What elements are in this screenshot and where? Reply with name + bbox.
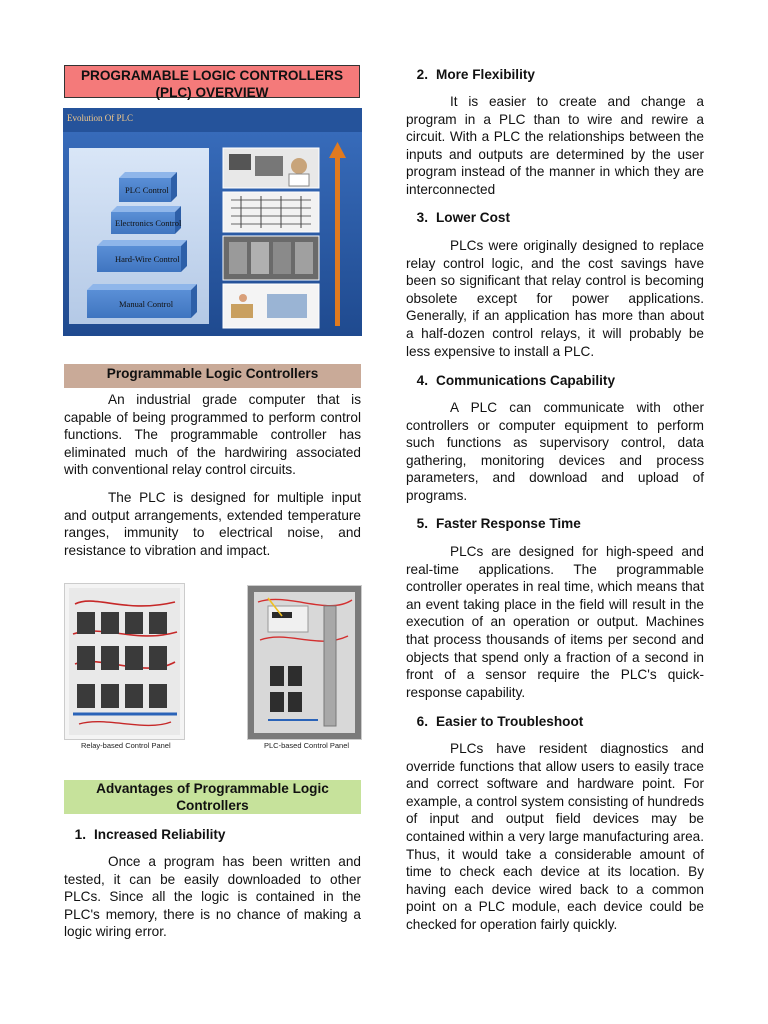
paragraph: PLCs were originally designed to replace relay control logic, and the cost savings have been so significant that relay control is becoming obsolete except for power applications. Generally, if an application has more than about a half-dozen control relays, it will probably be less expensive to install a PLC. [406,238,704,359]
step-manual-control [87,284,197,318]
step-label: Hard-Wire Control [115,254,180,264]
caption-plc-panel: PLC-based Control Panel [264,741,350,750]
step-hard-wire-control [97,240,187,272]
relay-panel-photo [64,583,185,740]
right-text [406,237,704,360]
photo-hardwire-panel [223,236,319,280]
item-heading: 4. Communications Capability [416,373,616,388]
section-heading-plc: Programmable Logic Controllers [64,364,361,388]
step-plc-control [119,172,177,202]
caption-relay-panel: Relay-based Control Panel [81,741,171,750]
photo-plc-devices [223,148,319,188]
page-title-line1: PROGRAMABLE LOGIC CONTROLLERS [80,68,344,83]
plc-panel-image [248,586,361,739]
right-text [406,740,704,934]
section-heading-advantages: Advantages of Programmable Logic Controllers [64,780,361,814]
right-text [406,543,704,701]
relay-panel-image [65,584,184,739]
page-title-box [64,65,360,98]
paragraph: Once a program has been written and tested, it can be easily downloaded to other PLCs. Since all the logic is contained in the PLC's memory, there is no chance of making a logic wiring error. [64,854,361,940]
plc-panel-photo [247,585,362,740]
paragraph: The PLC is designed for multiple input and output arrangements, extended temperature ranges, immunity to electrical noise, and resistance to vibration and impact. [64,489,361,558]
item-heading: 5. Faster Response Time [416,516,581,531]
item-heading: 6. Easier to Troubleshoot [416,714,584,729]
step-label: Electronics Control [115,218,182,228]
left-text-2 [64,853,361,941]
paragraph: An industrial grade computer that is capable of being programmed to perform control functions. The programmable controller has eliminated much of the hardwiring associated with conventional relay control circuits. [64,392,361,478]
evolution-title: Evolution Of PLC [67,113,134,123]
page-title-line2: (PLC) OVERVIEW [155,85,269,100]
photo-electronics-board [223,192,319,232]
item-heading: 3. Lower Cost [416,210,511,225]
paragraph: PLCs have resident diagnostics and override functions that allow users to easily trace and correct software and hardware point. For example, a control system consisting of hundreds of input and output field devices may be contained within a very large manufacturing area. Thus, it would take a considerable amount of time to check each device at its location. By having each device wired back to a common point on a PLC module, each device could be checked for operation fairly quickly. [406,741,704,932]
left-text-1 [64,391,361,559]
evolution-figure [63,108,362,336]
evolution-diagram [63,108,362,336]
item-heading: 2. More Flexibility [416,67,535,82]
item-heading: 1. Increased Reliability [74,827,226,842]
photo-manual-operator [223,284,319,328]
right-text [406,399,704,505]
step-label: PLC Control [125,185,169,195]
step-label: Manual Control [119,299,174,309]
paragraph: A PLC can communicate with other controllers or computer equipment to perform such functions as supervisory control, data gathering, monitoring devices and process parameters, and download and upload of programs. [406,400,704,503]
paragraph: PLCs are designed for high-speed and real-time applications. The programmable controller operates in real time, which means that an event taking place in the field will result in the execution of an operation or output. Machines that process thousands of items per second and objects that spend only a fraction of a second in front of a sensor require the PLC's quick-response capability. [406,544,704,700]
step-electronics-control [111,206,182,234]
paragraph: It is easier to create and change a program in a PLC than to wire and rewire a circuit. With a PLC the relationships between the inputs and outputs are determined by the user program instead of the manner in which they are interconnected [406,94,704,197]
right-text [406,93,704,199]
